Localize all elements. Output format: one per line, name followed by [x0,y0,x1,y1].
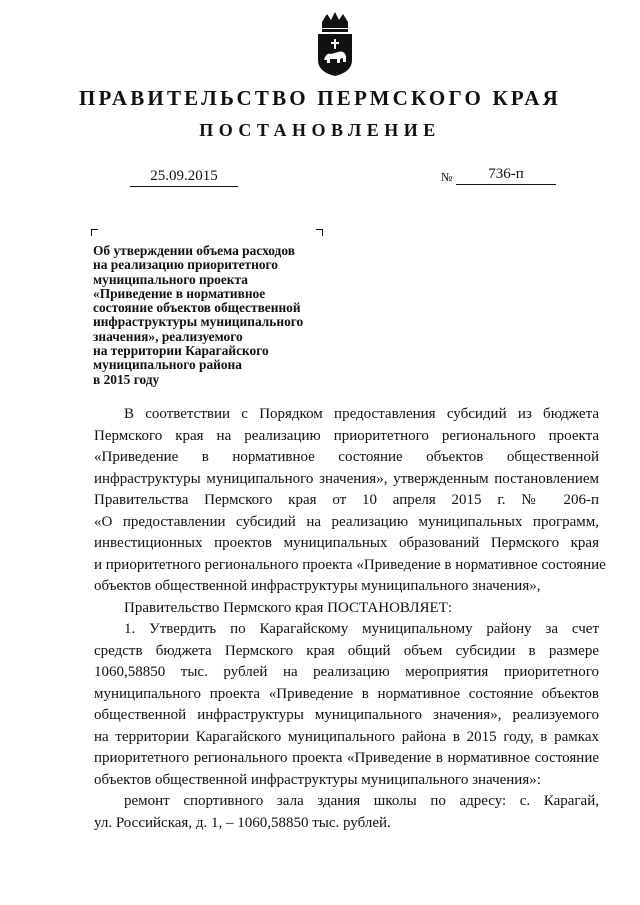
body-line: общественной инфраструктуры муниципального значения», реализуемого [94,707,599,723]
body-line: ул. Российская, д. 1, – 1060,58850 тыс. рублей. [94,814,391,831]
body-line: ремонт спортивного зала здания школы по адресу: с. Карагай, [124,793,599,809]
subject-line: муниципального проекта [93,271,248,287]
number-sign: № [441,170,453,184]
perm-krai-coat-of-arms [316,12,354,76]
body-line: Пермского края на реализацию приоритетного регионального проекта [94,427,599,444]
body-line: Правительство Пермского края ПОСТАНОВЛЯЕТ: [124,599,453,616]
body-line: средств бюджета Пермского края общий объем субсидии в размере [94,642,599,659]
subject-line: на реализацию приоритетного [93,257,278,273]
body-line: на территории Карагайского муниципального района в 2015 году, в рамках [94,728,599,745]
subject-line: муниципального района [93,357,242,373]
document-date: 25.09.2015 [130,168,238,187]
document-type: ПОСТАНОВЛЕНИЕ [199,120,441,140]
body-line: 1060,58850 тыс. рублей на реализацию мероприятия приоритетного [94,664,599,680]
subject-line: в 2015 году [93,371,160,387]
body-line: муниципального проекта «Приведение в нормативное состояние объектов [94,685,599,702]
body-line: объектов общественной инфраструктуры муниципального значения», [94,578,541,594]
body-line: приоритетного регионального проекта «Приведение в нормативное состояние [94,750,599,766]
body-line: объектов общественной инфраструктуры муниципального значения»: [94,771,541,788]
document-subject [93,244,333,387]
body-line: «О предоставлении субсидий на реализацию муниципальных программ, [94,513,599,530]
subject-line: на территории Карагайского [93,343,269,359]
body-line: 1. Утвердить по Карагайскому муниципальному району за счет [124,621,599,637]
subject-line: Об утверждении объема расходов [93,243,295,258]
subject-line: состояние объектов общественной [93,300,301,316]
document-number: 736-п [456,166,556,185]
body-line: инвестиционных проектов муниципальных образований Пермского края [94,535,599,551]
body-line: инфраструктуры муниципального значения», утвержденным постановлением [94,470,599,487]
body-line: В соответствии с Порядком предоставления субсидий из бюджета [124,406,599,422]
subject-corner-left [91,229,98,236]
subject-corner-right [316,229,323,236]
body-line: и приоритетного регионального проекта «Приведение в нормативное состояние [94,556,606,573]
body-line: «Приведение в нормативное состояние объектов общественной [94,449,599,465]
subject-line: значения», реализуемого [93,328,243,344]
subject-line: «Приведение в нормативное [93,285,266,301]
government-title: ПРАВИТЕЛЬСТВО ПЕРМСКОГО КРАЯ [78,86,561,110]
document-body [94,404,606,834]
subject-line: инфраструктуры муниципального [93,314,304,330]
body-line: Правительства Пермского края от 10 апреля 2015 г. № 206-п [94,492,599,508]
